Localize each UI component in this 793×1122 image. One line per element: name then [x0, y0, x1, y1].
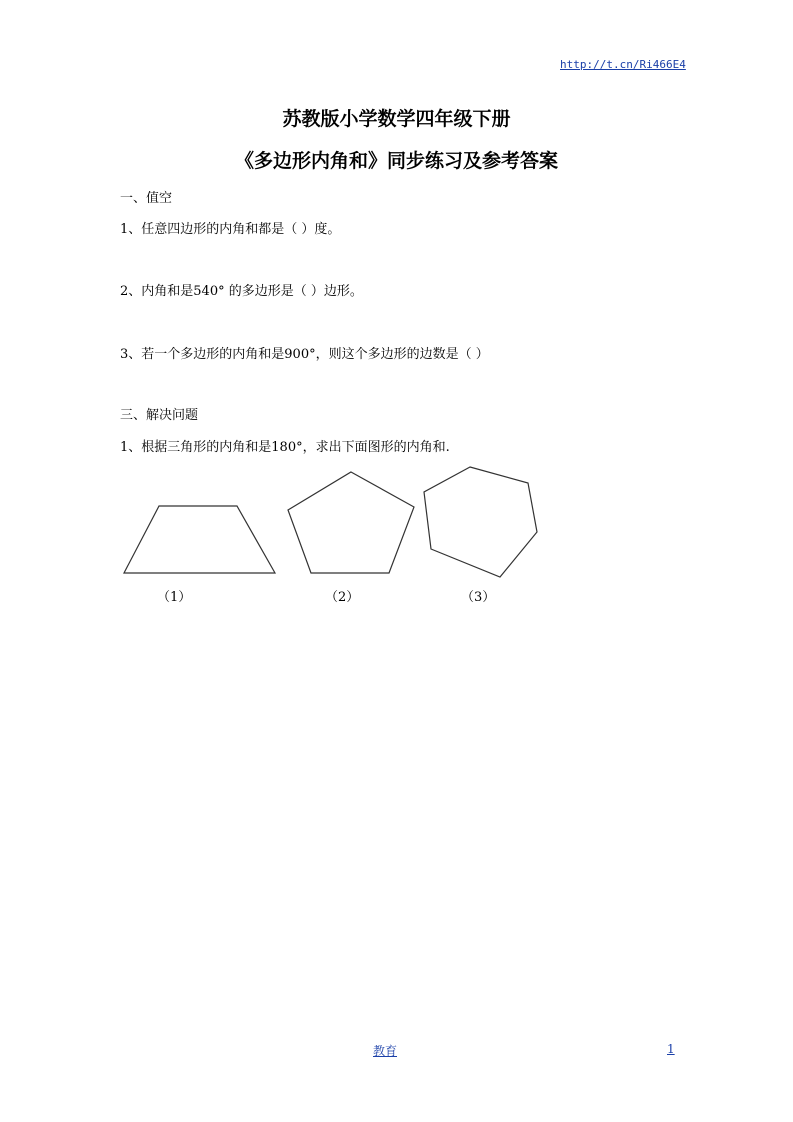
page-number[interactable]: 1: [667, 1042, 675, 1056]
footer-link[interactable]: 教育: [373, 1044, 398, 1058]
figure-label-1: （1）: [157, 590, 192, 605]
header-url-link[interactable]: http://t.cn/Ri466E4: [560, 58, 686, 71]
figure-label-2: （2）: [325, 590, 360, 605]
question-3: 3、若一个多边形的内角和是900°，则这个多边形的边数是（ ）: [120, 347, 489, 362]
hexagon-figure: [424, 467, 537, 577]
document-title: 苏教版小学数学四年级下册: [282, 108, 511, 130]
section-heading-fill-in: 一、值空: [120, 191, 173, 206]
trapezoid-figure: [124, 506, 275, 573]
figure-label-3: （3）: [461, 590, 496, 605]
question-1: 1、任意四边形的内角和都是（ ）度。: [120, 222, 341, 237]
document-subtitle: 《多边形内角和》同步练习及参考答案: [234, 150, 558, 172]
pentagon-figure: [288, 472, 414, 573]
section-heading-problem-solving: 三、解决问题: [120, 408, 199, 423]
figures-area: [110, 462, 560, 587]
problem-1: 1、根据三角形的内角和是180°，求出下面图形的内角和.: [120, 440, 450, 455]
question-2: 2、内角和是540° 的多边形是（ ）边形。: [120, 284, 363, 299]
